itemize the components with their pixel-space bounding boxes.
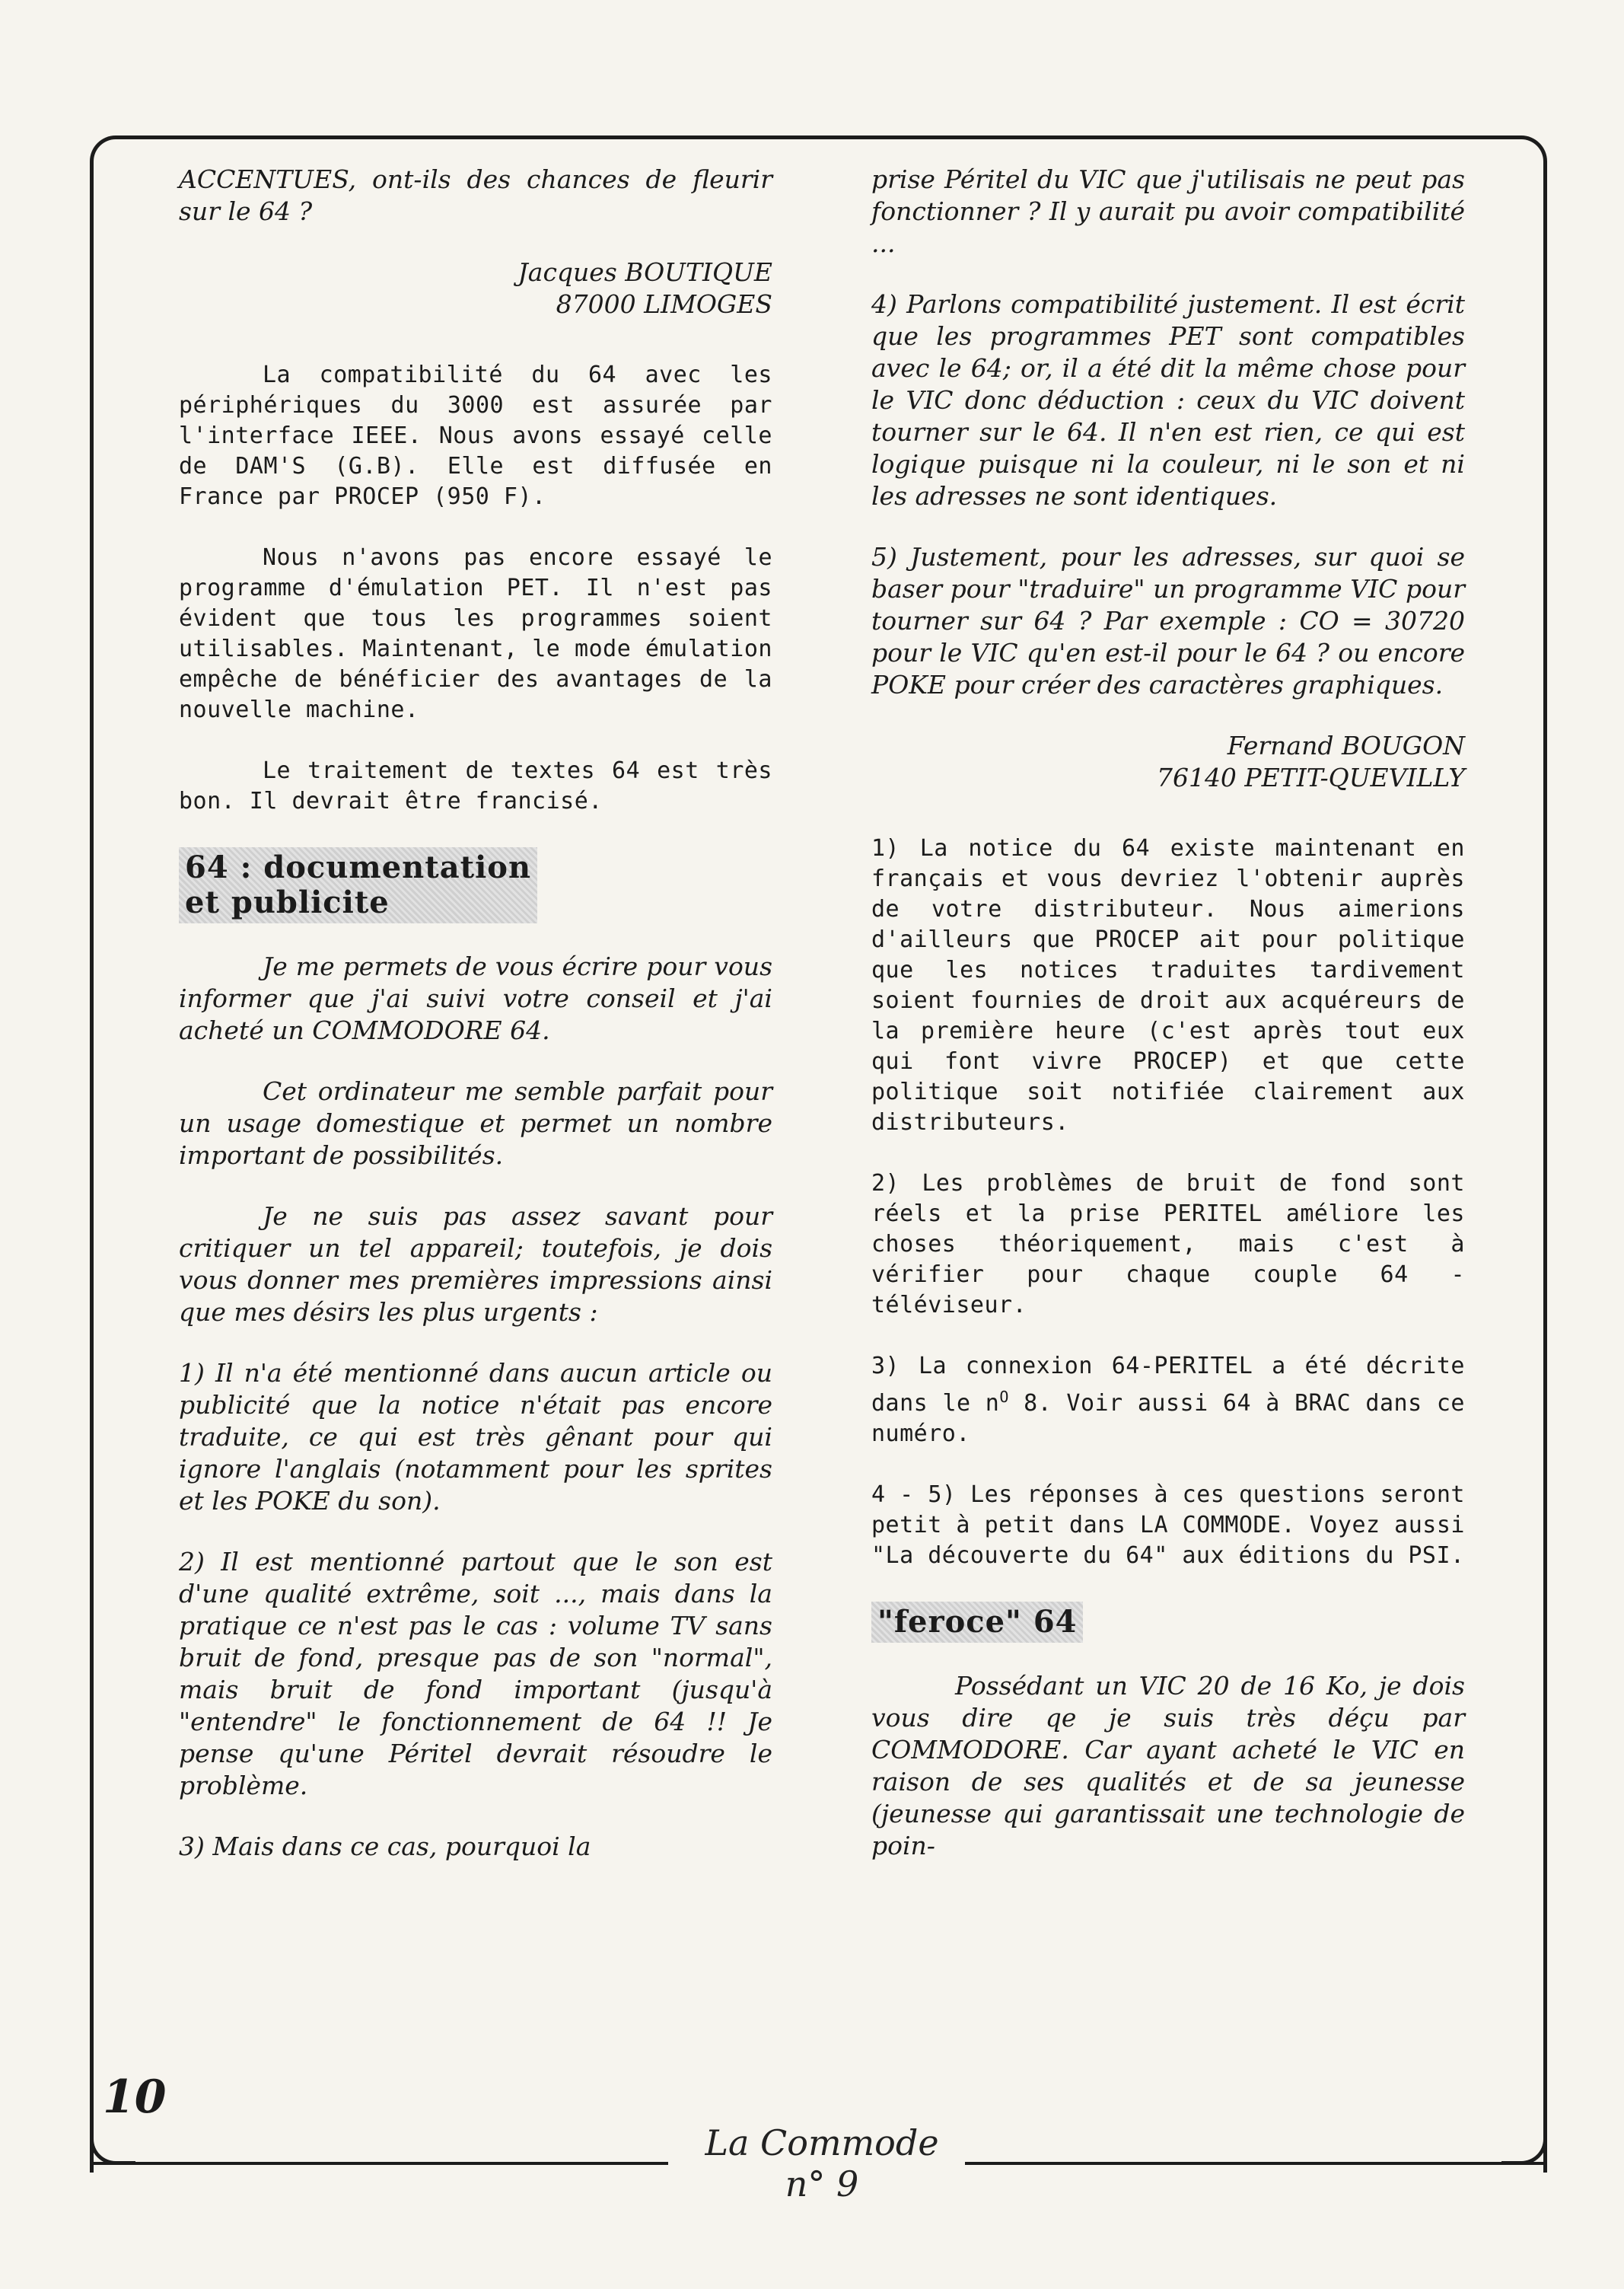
frame-rule-left bbox=[90, 2162, 668, 2165]
section-heading-line: 64 : documentation bbox=[185, 850, 532, 885]
frame-rule-right bbox=[965, 2162, 1547, 2165]
response-text: 8. Voir aussi 64 à BRAC dans ce numéro. bbox=[871, 1390, 1465, 1447]
letter-paragraph: 3) Mais dans ce cas, pourquoi la bbox=[179, 1832, 591, 1861]
section-heading bbox=[179, 847, 537, 923]
response-paragraph: 2) Les problèmes de bruit de fond sont réels et la prise PERITEL améliore les choses théoriquement, mais c'est à vérifier pour chaque couple 64 - téléviseur. bbox=[871, 1170, 1465, 1318]
letter-paragraph: prise Péritel du VIC que j'utilisais ne peut pas fonctionner ? Il y aurait pu avoir compatibilité ... bbox=[871, 164, 1465, 258]
response-paragraph: 4 - 5) Les réponses à ces questions seront petit à petit dans LA COMMODE. Voyez aussi "La découverte du 64" aux éditions du PSI. bbox=[871, 1481, 1465, 1569]
section-heading: "feroce" 64 bbox=[871, 1602, 1083, 1643]
response-paragraph: La compatibilité du 64 avec les périphériques du 3000 est assurée par l'interface IEEE. Nous avons essayé celle de DAM'S (G.B). Elle est diffusée en France par PROCEP (950 F). bbox=[179, 362, 772, 510]
letter-paragraph: 1) Il n'a été mentionné dans aucun article ou publicité que la notice n'était pas encore traduite, ce qui est très gênant pour qui ignore l'anglais (notamment pour les sprites et les POKE du son). bbox=[179, 1358, 772, 1516]
letter-signature bbox=[871, 730, 1465, 794]
letter-paragraph: Je me permets de vous écrire pour vous informer que j'ai suivi votre conseil et j'ai acheté un COMMODORE 64. bbox=[179, 952, 772, 1045]
signature-city: 87000 LIMOGES bbox=[556, 289, 772, 319]
signature-name: Fernand BOUGON bbox=[1227, 731, 1465, 760]
letter-paragraph: 5) Justement, pour les adresses, sur quoi se baser pour "traduire" un programme VIC pour tourner sur 64 ? Par exemple : CO = 30720 pour le VIC qu'en est-il pour le 64 ? ou encore POKE pour créer des caractères graphiques. bbox=[871, 542, 1465, 700]
response-paragraph: 1) La notice du 64 existe maintenant en français et vous devriez l'obtenir auprès de votre distributeur. Nous aimerions d'ailleurs que PROCEP ait pour politique que les notices traduites tardivement soient fournies de droit aux acquéreurs de la première heure (c'est après tout eux qui font vivre PROCEP) et que cette politique soit notifiée clairement aux distributeurs. bbox=[871, 835, 1465, 1136]
page-number: 10 bbox=[103, 2071, 167, 2124]
signature-city: 76140 PETIT-QUEVILLY bbox=[1156, 763, 1465, 792]
right-column bbox=[871, 164, 1465, 1891]
response-paragraph bbox=[871, 1351, 1465, 1449]
signature-name: Jacques BOUTIQUE bbox=[517, 257, 772, 287]
letter-signature bbox=[179, 257, 772, 320]
letter-paragraph: 2) Il est mentionné partout que le son est d'une qualité extrême, soit ..., mais dans la pratique ce n'est pas le cas : volume TV sans bruit de fond, presque pas de son "normal", mais bruit de fond important (jusqu'à "entendre" le fonctionnement de 64 !! Je pense qu'une Péritel devrait résoudre le problème. bbox=[179, 1547, 772, 1800]
superscript: O bbox=[999, 1388, 1009, 1406]
section-heading-line: et publicite bbox=[185, 885, 390, 920]
letter-paragraph: Possédant un VIC 20 de 16 Ko, je dois vous dire qe je suis très déçu par COMMODORE. Car ayant acheté le VIC en raison de ses qualités et de sa jeunesse (jeunesse qui garantissait une technologie de poin- bbox=[871, 1671, 1465, 1860]
letter-paragraph: 4) Parlons compatibilité justement. Il est écrit que les programmes PET sont compatibles avec le 64; or, il a été dit la même chose pour le VIC donc déduction : ceux du VIC doivent tourner sur le 64. Il n'en est rien, ce qui est logique puisque ni la couleur, ni le son et ni les adresses ne sont identiques. bbox=[871, 289, 1465, 511]
response-text: 3) La connexion 64-PERITEL a été décrite dans le n bbox=[871, 1353, 1465, 1417]
response-paragraph: Le traitement de textes 64 est très bon. Il devrait être francisé. bbox=[179, 757, 772, 815]
magazine-footer: La Commode n° 9 bbox=[705, 2122, 939, 2205]
letter-paragraph: Je ne suis pas assez savant pour critiquer un tel appareil; toutefois, je dois vous donner mes premières impressions ainsi que mes désirs les plus urgents : bbox=[179, 1201, 772, 1327]
letter-paragraph: ACCENTUES, ont-ils des chances de fleurir sur le 64 ? bbox=[179, 164, 772, 226]
left-column bbox=[179, 164, 772, 1892]
response-paragraph: Nous n'avons pas encore essayé le programme d'émulation PET. Il n'est pas évident que tous les programmes soient utilisables. Maintenant, le mode émulation empêche de bénéficier des avantages de la nouvelle machine. bbox=[179, 544, 772, 723]
letter-paragraph: Cet ordinateur me semble parfait pour un usage domestique et permet un nombre important de possibilités. bbox=[179, 1076, 772, 1170]
